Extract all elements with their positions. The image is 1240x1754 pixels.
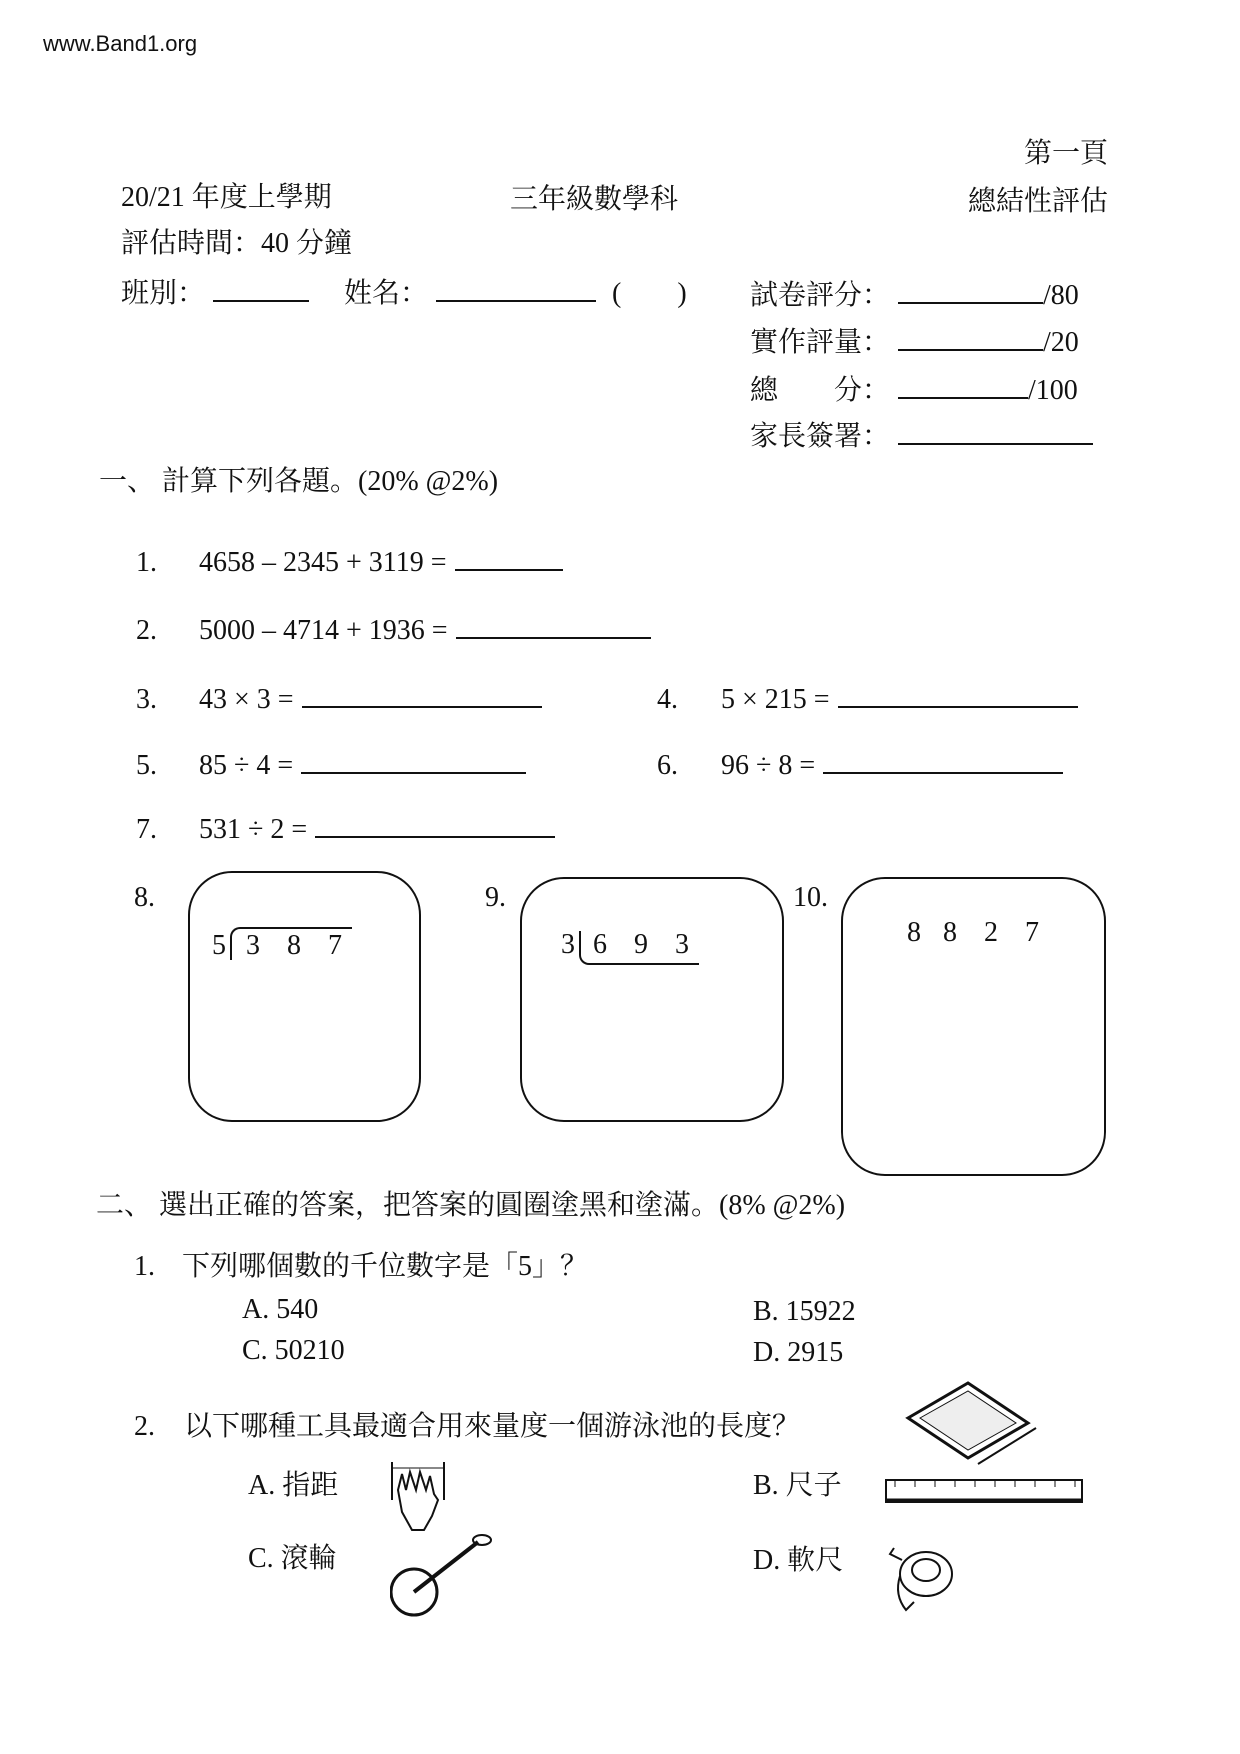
class-number-paren: ( ): [612, 278, 687, 309]
long-division: [561, 931, 699, 965]
answer-blank[interactable]: [302, 706, 542, 708]
work-box-9[interactable]: [520, 877, 784, 1122]
q-number: 2.: [136, 615, 157, 646]
option-a[interactable]: A. 指距: [248, 1470, 339, 1501]
class-field: [121, 280, 309, 308]
score-label: 試卷評分：: [750, 280, 891, 311]
ruler-icon: [885, 1478, 1085, 1506]
score-label: 總 分：: [750, 375, 891, 406]
long-division: [212, 927, 352, 960]
page-number: 第一頁: [1023, 138, 1108, 169]
box-number: 9.: [485, 882, 506, 913]
dividend: 6 9 3: [579, 931, 699, 965]
subject: 三年級數學科: [510, 184, 679, 215]
term: 20/21 年度上學期: [121, 182, 332, 213]
name-blank[interactable]: [436, 300, 596, 302]
long-division: [907, 919, 1049, 947]
dividend: 8 2 7: [943, 917, 1049, 948]
q1-7: [136, 816, 555, 844]
class-label: 班別：: [121, 278, 206, 309]
option-d[interactable]: D. 2915: [753, 1337, 844, 1368]
answer-blank[interactable]: [455, 569, 563, 571]
mc-q2: [134, 1413, 800, 1441]
q-expression: 5 × 215 =: [721, 684, 830, 715]
score-blank[interactable]: [898, 349, 1043, 351]
answer-blank[interactable]: [823, 772, 1063, 774]
q-number: 6.: [657, 750, 678, 781]
answer-blank[interactable]: [315, 836, 555, 838]
score-max: /80: [1043, 280, 1079, 311]
score-paper: [750, 282, 1079, 310]
answer-blank[interactable]: [456, 637, 651, 639]
answer-blank[interactable]: [838, 706, 1078, 708]
section1-title: 一、 計算下列各題。(20% @2%): [99, 466, 499, 497]
answer-blank[interactable]: [301, 772, 526, 774]
q-number: 2.: [134, 1411, 155, 1442]
q-expression: 531 ÷ 2 =: [199, 814, 308, 845]
q-number: 5.: [136, 750, 157, 781]
q-number: 4.: [657, 684, 678, 715]
option-a[interactable]: A. 540: [242, 1294, 319, 1325]
signature-blank[interactable]: [898, 443, 1093, 445]
q-number: 3.: [136, 684, 157, 715]
option-c[interactable]: C. 滾輪: [248, 1543, 337, 1574]
q-number: 1.: [136, 547, 157, 578]
divisor: 5: [212, 930, 226, 961]
score-label: 實作評量：: [750, 327, 891, 358]
measuring-wheel-icon: [390, 1532, 500, 1618]
option-d[interactable]: D. 軟尺: [753, 1545, 844, 1576]
hand-span-icon: [388, 1460, 448, 1532]
option-c[interactable]: C. 50210: [242, 1335, 345, 1366]
dividend: 3 8 7: [230, 927, 352, 960]
score-blank[interactable]: [898, 302, 1043, 304]
q-number: 7.: [136, 814, 157, 845]
box-number: 10.: [793, 882, 828, 913]
q-expression: 5000 – 4714 + 1936 =: [199, 615, 448, 646]
q-expression: 85 ÷ 4 =: [199, 750, 294, 781]
work-box-8[interactable]: [188, 871, 421, 1122]
tape-measure-icon: [888, 1540, 958, 1615]
score-practical: [750, 329, 1079, 357]
divisor: 3: [561, 929, 575, 960]
class-blank[interactable]: [213, 300, 309, 302]
parent-signature: [750, 423, 1093, 451]
score-total: [750, 377, 1078, 405]
score-max: /100: [1028, 375, 1078, 406]
score-blank[interactable]: [898, 397, 1028, 399]
q1-1: [136, 549, 563, 577]
q-number: 1.: [134, 1251, 155, 1282]
q1-5: [136, 752, 526, 780]
q1-3: [136, 686, 542, 714]
name-label: 姓名：: [344, 278, 429, 309]
q1-2: [136, 617, 651, 645]
option-b[interactable]: B. 15922: [753, 1296, 856, 1327]
exam-time: 評估時間：40 分鐘: [121, 228, 353, 259]
q-text: 下列哪個數的千位數字是「5」？: [182, 1251, 589, 1282]
box-number: 8.: [134, 882, 155, 913]
divisor: 8: [907, 917, 921, 948]
name-field: [344, 280, 687, 308]
option-b[interactable]: B. 尺子: [753, 1470, 842, 1501]
q-expression: 4658 – 2345 + 3119 =: [199, 547, 447, 578]
q1-4: [657, 686, 1078, 714]
score-max: /20: [1043, 327, 1079, 358]
work-box-10[interactable]: [841, 877, 1106, 1176]
swimming-pool-icon: [898, 1378, 1038, 1468]
q1-6: [657, 752, 1063, 780]
mc-q1: [134, 1253, 588, 1281]
assessment-type: 總結性評估: [967, 186, 1108, 217]
q-text: 以下哪種工具最適合用來量度一個游泳池的長度？: [184, 1411, 801, 1442]
q-expression: 43 × 3 =: [199, 684, 294, 715]
site-watermark: www.Band1.org: [43, 31, 198, 56]
section2-title: 二、 選出正確的答案，把答案的圓圈塗黑和塗滿。(8% @2%): [96, 1190, 846, 1221]
score-label: 家長簽署：: [750, 421, 891, 452]
q-expression: 96 ÷ 8 =: [721, 750, 816, 781]
